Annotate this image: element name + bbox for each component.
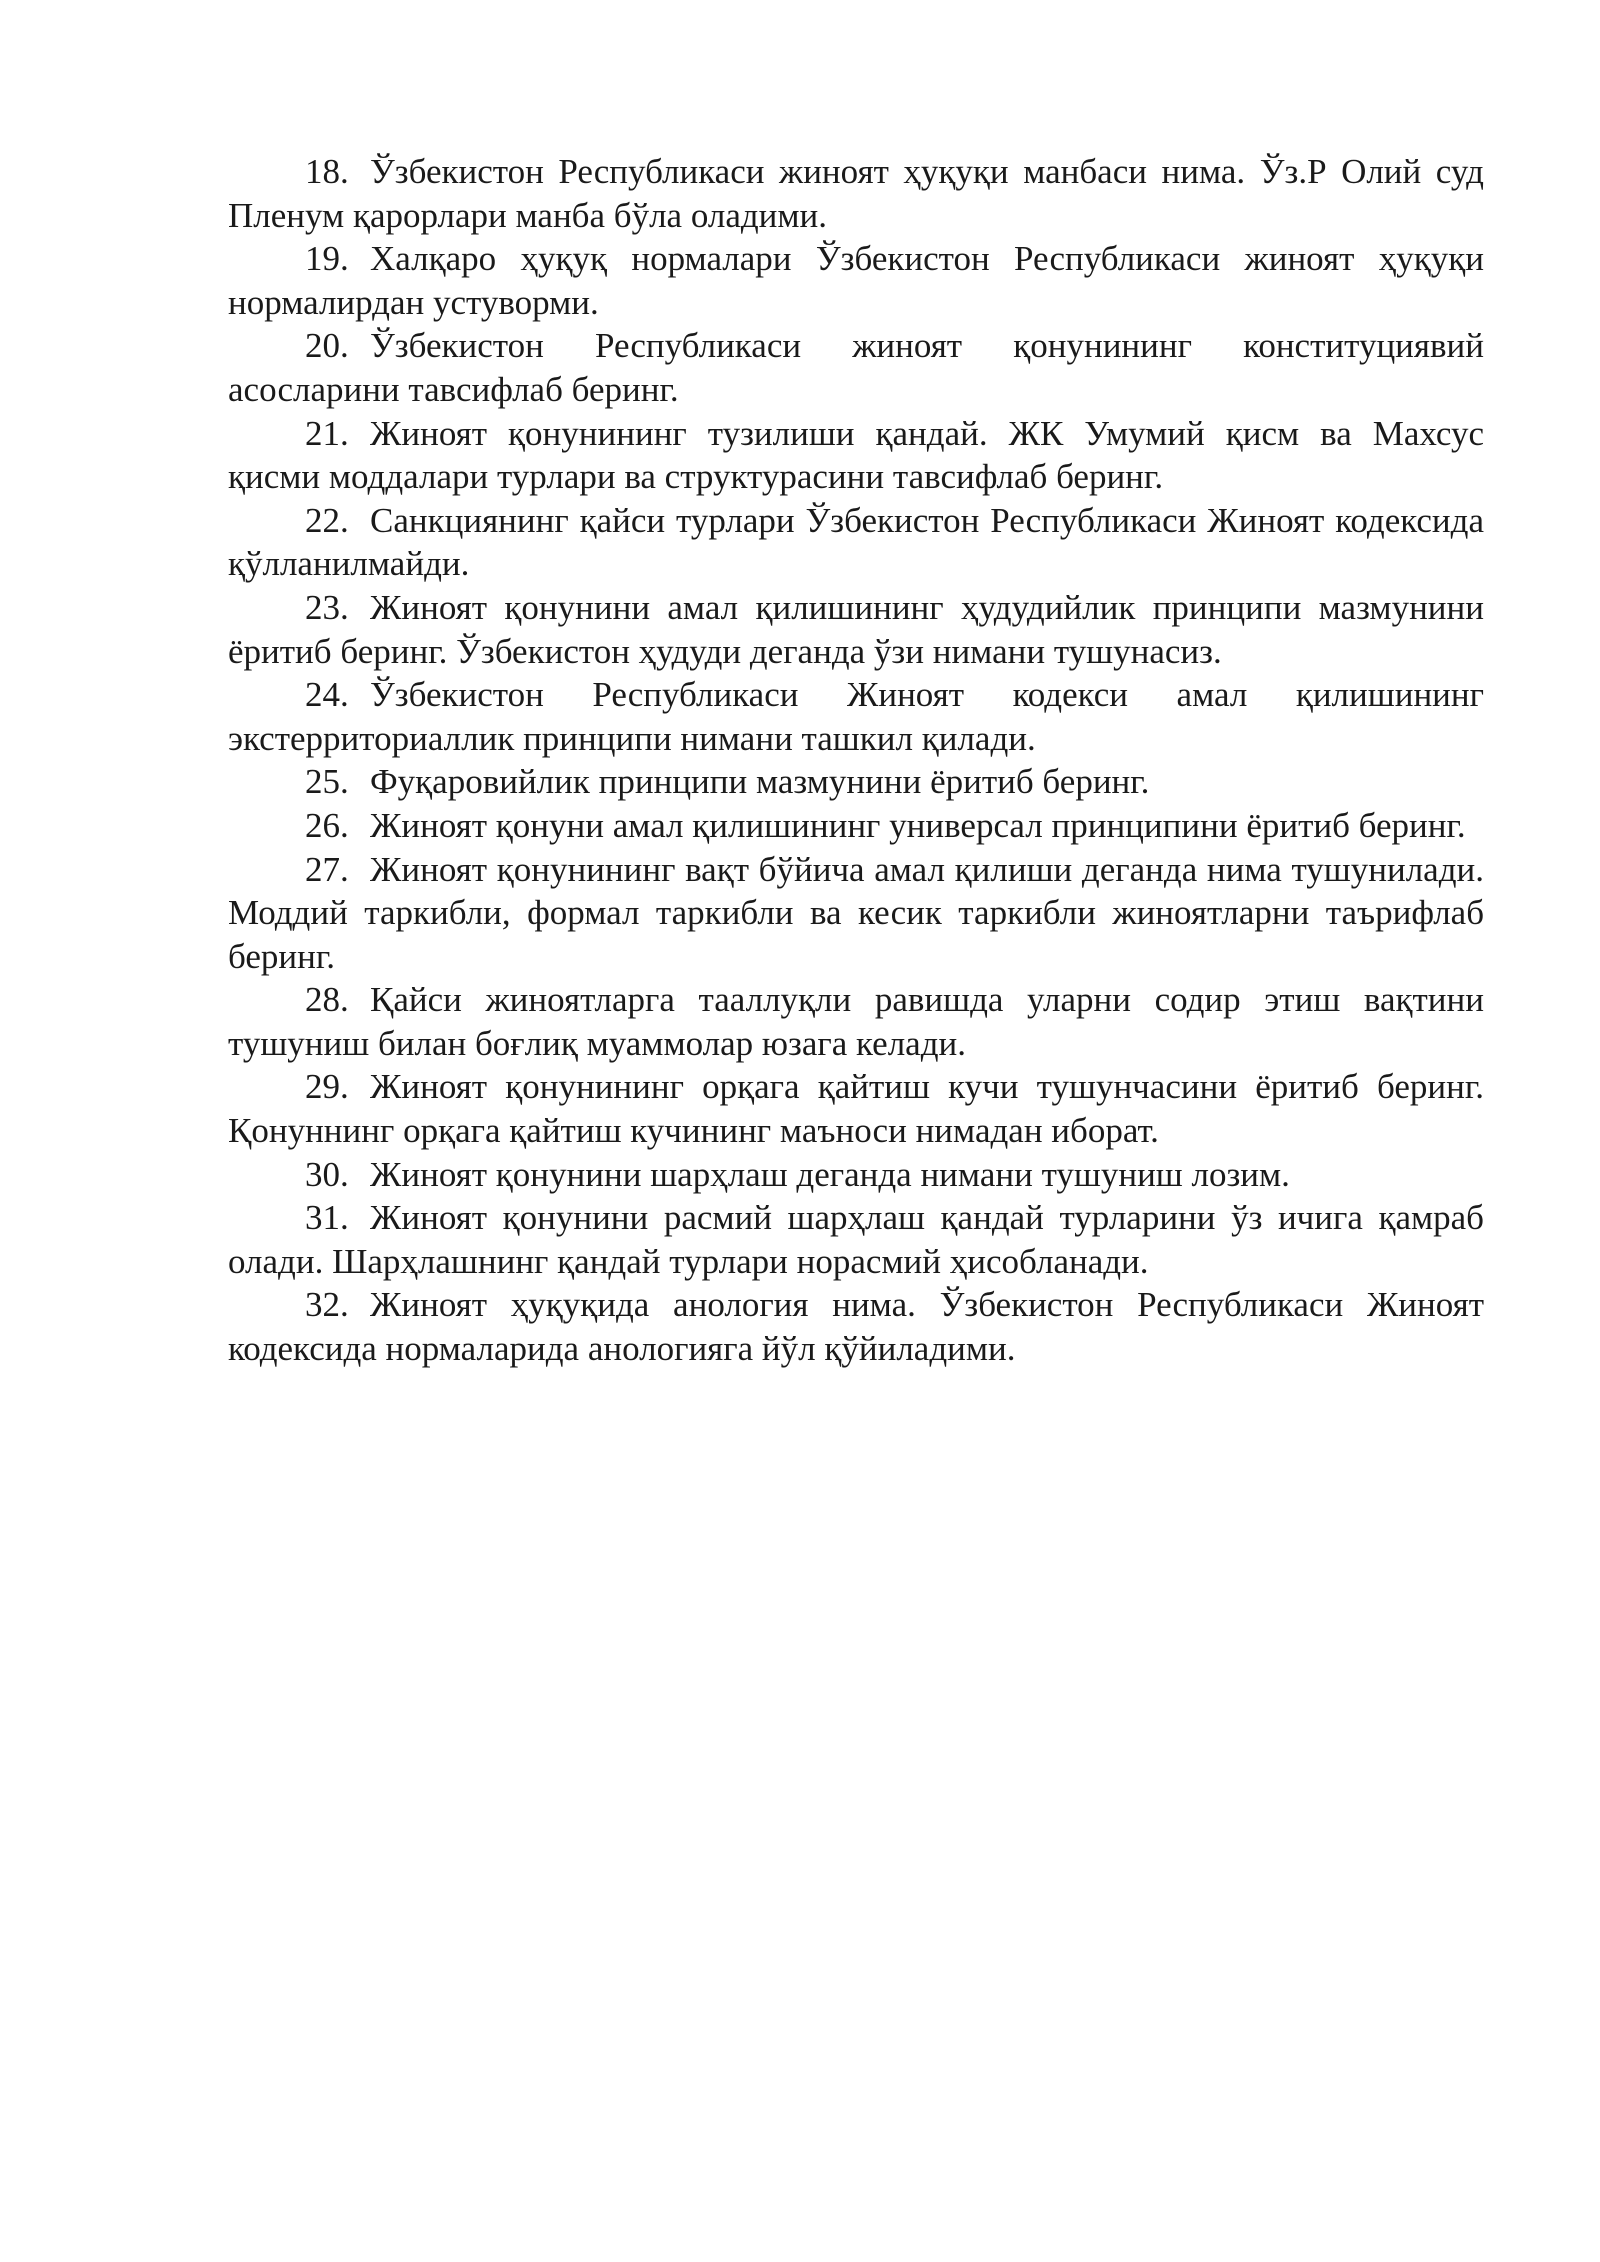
question-number: 18.	[305, 152, 349, 191]
question-number: 31.	[305, 1198, 349, 1238]
question-text: Ўзбекистон Республикаси жиноят ҳуқуқи манбаси нима. Ўз.Р Олий суд Пленум қарорлари манба бўла оладими.	[228, 152, 1484, 235]
question-item-25	[228, 760, 1484, 804]
question-item-21	[228, 412, 1484, 499]
question-text: Қайси жиноятларга тааллуқли равишда уларни содир этиш вақтини тушуниш билан боғлиқ муаммолар юзага келади.	[228, 980, 1484, 1063]
question-item-30	[228, 1153, 1484, 1197]
question-text: Жиноят қонунини шарҳлаш деганда нимани тушуниш лозим.	[370, 1154, 1290, 1194]
question-number: 30.	[305, 1154, 349, 1194]
question-text: Жиноят қонунининг вақт бўйича амал қилиши деганда нима тушунилади. Моддий таркибли, формал таркибли ва кесик таркибли жиноятларни таърифлаб беринг.	[228, 849, 1484, 976]
question-number: 27.	[305, 849, 349, 889]
question-number: 29.	[305, 1067, 349, 1107]
question-text: Ўзбекистон Республикаси жиноят қонунининг конституциявий асосларини тавсифлаб беринг.	[228, 326, 1484, 409]
question-item-23	[228, 586, 1484, 673]
question-number: 26.	[305, 805, 349, 845]
question-text: Фуқаровийлик принципи мазмунини ёритиб беринг.	[370, 762, 1150, 802]
question-item-28	[228, 978, 1484, 1065]
question-number: 32.	[305, 1285, 349, 1325]
question-item-32	[228, 1283, 1484, 1370]
question-item-18	[228, 150, 1484, 237]
question-item-27	[228, 848, 1484, 979]
question-text: Жиноят қонунини амал қилишининг ҳудудийлик принципи мазмунини ёритиб беринг. Ўзбекистон ҳудуди деганда ўзи нимани тушунасиз.	[228, 587, 1484, 671]
document-page	[228, 150, 1484, 1371]
question-number: 23.	[305, 587, 349, 627]
question-item-26	[228, 804, 1484, 848]
question-text: Санкциянинг қайси турлари Ўзбекистон Республикаси Жиноят кодексида қўлланилмайди.	[228, 500, 1484, 584]
question-number: 24.	[305, 675, 349, 715]
question-number: 19.	[305, 239, 349, 279]
question-item-31	[228, 1196, 1484, 1283]
question-item-19	[228, 237, 1484, 324]
question-item-20	[228, 324, 1484, 411]
question-number: 22.	[305, 500, 349, 540]
question-item-22	[228, 499, 1484, 586]
question-item-24	[228, 673, 1484, 760]
question-text: Жиноят қонунини расмий шарҳлаш қандай турларини ўз ичига қамраб олади. Шарҳлашнинг қандай турлари норасмий ҳисобланади.	[228, 1198, 1484, 1281]
question-text: Ўзбекистон Республикаси Жиноят кодекси амал қилишининг экстерриториаллик принципи нимани ташкил қилади.	[228, 675, 1484, 758]
question-item-29	[228, 1065, 1484, 1152]
question-text: Халқаро ҳуқуқ нормалари Ўзбекистон Республикаси жиноят ҳуқуқи нормалирдан устуворми.	[228, 239, 1484, 322]
question-number: 25.	[305, 762, 349, 802]
question-text: Жиноят ҳуқуқида анология нима. Ўзбекистон Республикаси Жиноят кодексида нормаларида анологияга йўл қўйиладими.	[228, 1285, 1484, 1369]
question-number: 20.	[305, 326, 349, 366]
question-text: Жиноят қонуни амал қилишининг универсал принципини ёритиб беринг.	[370, 805, 1466, 845]
question-text: Жиноят қонунининг орқага қайтиш кучи тушунчасини ёритиб беринг. Қонуннинг орқага қайтиш кучининг маъноси нимадан иборат.	[228, 1067, 1484, 1151]
question-text: Жиноят қонунининг тузилиши қандай. ЖК Умумий қисм ва Махсус қисми моддалари турлари ва структурасини тавсифлаб беринг.	[228, 413, 1484, 497]
question-number: 21.	[305, 413, 349, 453]
question-number: 28.	[305, 980, 349, 1020]
